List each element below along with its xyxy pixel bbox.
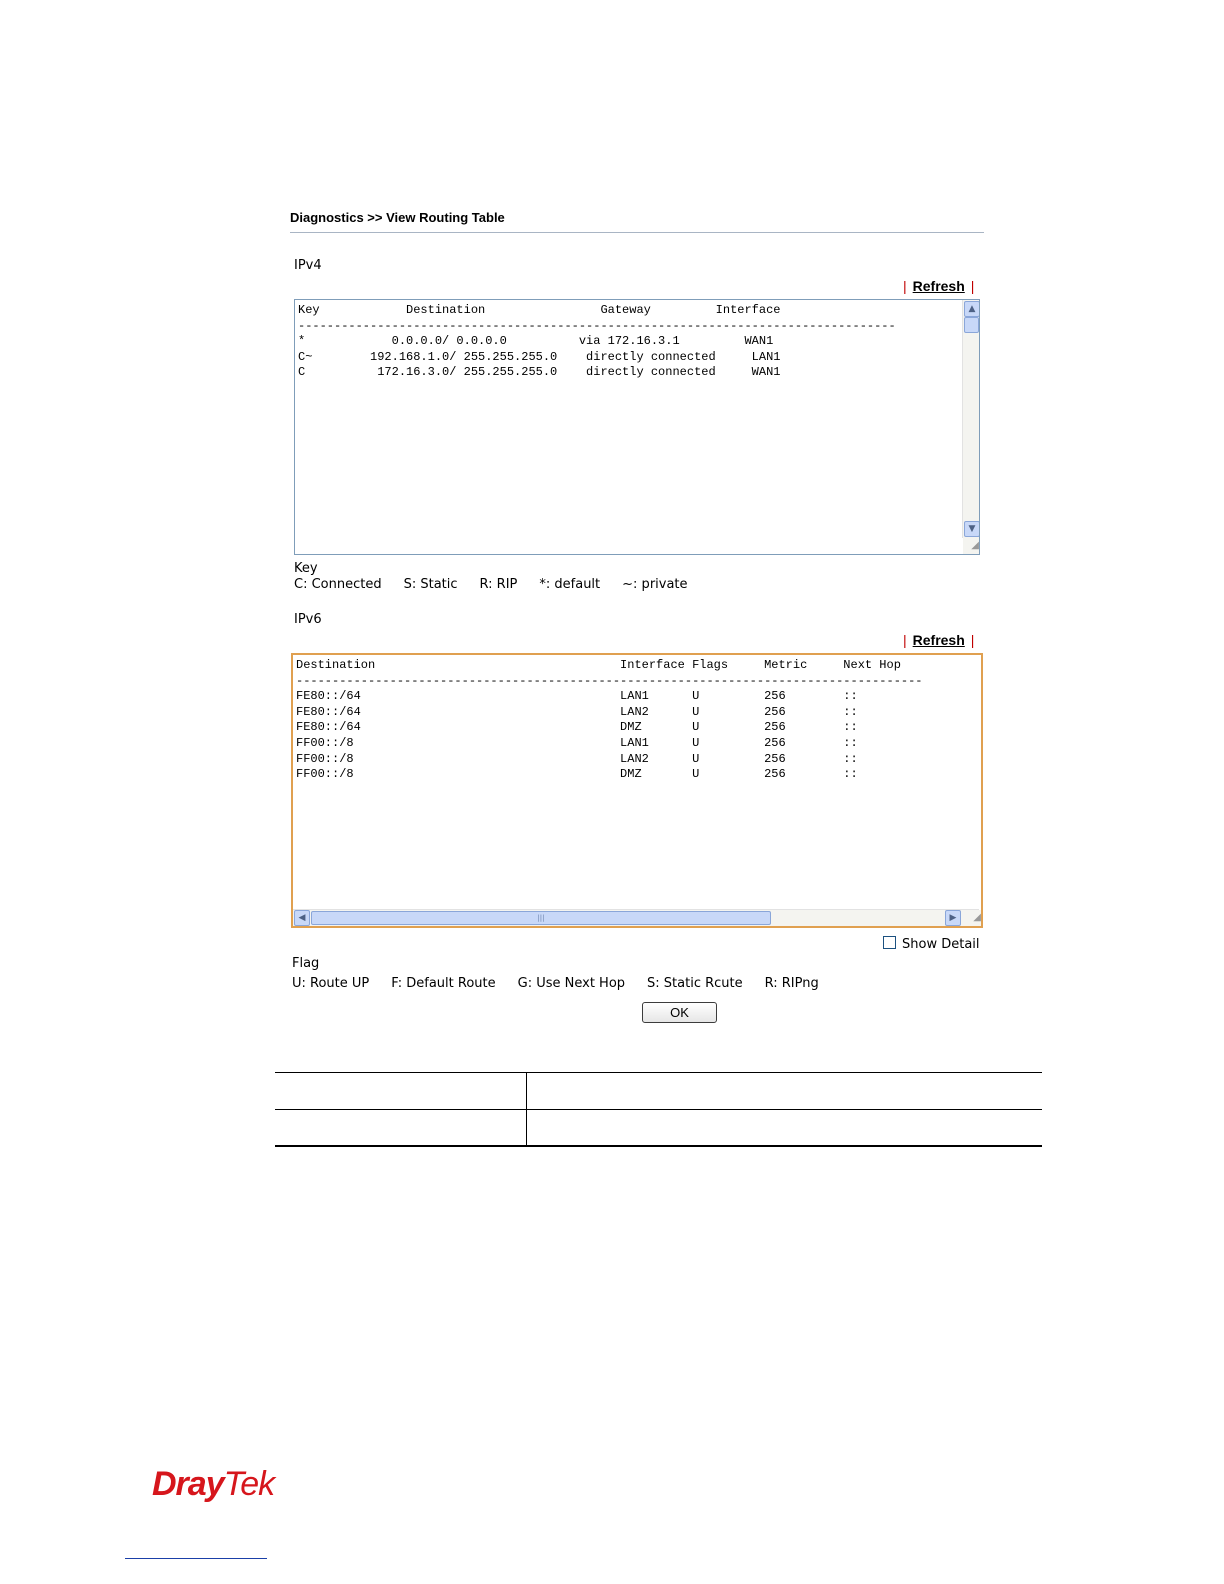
show-detail-option[interactable]	[883, 936, 980, 952]
ipv4-key-legend	[294, 577, 710, 592]
ipv4-refresh-link[interactable]: Refresh	[912, 278, 965, 294]
ipv6-horizontal-scrollbar[interactable]	[293, 909, 979, 926]
ipv4-table-text: Key Destination Gateway Interface ----------------------------------------------------------------------------------- * 0.0.0.0/ 0.0.0.0 via 172.16.3.1 WAN1 C~ 192.168.1.0/ 255.255.255.0 directly connected LAN1 C 172.16.3.0/ 255.255.255.0 directly connected WAN1	[298, 303, 896, 380]
show-detail-checkbox[interactable]	[883, 936, 896, 949]
legend-item: F: Default Route	[391, 976, 496, 991]
scroll-up-icon[interactable]: ▲	[964, 301, 980, 317]
legend-item: G: Use Next Hop	[517, 976, 626, 991]
legend-item: U: Route UP	[292, 976, 370, 991]
ipv6-table-text: Destination Interface Flags Metric Next Hop --------------------------------------------------------------------------------------- FE80::/64 LAN1 U 256 :: FE80::/64 LAN2 U 256 :: FE80::/64 DMZ U 256 :: FF00::/8 LAN1 U 256 :: FF00::/8 LAN2 U 256 :: FF00::/8 DMZ U 256 ::	[296, 658, 923, 782]
ipv6-flag-legend	[292, 976, 841, 991]
legend-item: C: Connected	[294, 577, 382, 592]
scroll-right-icon[interactable]: ▶	[945, 910, 961, 926]
doc-table-top-rule	[275, 1072, 1042, 1073]
ipv4-vertical-scrollbar[interactable]	[962, 300, 979, 538]
scroll-down-icon[interactable]: ▼	[964, 521, 980, 537]
legend-item: R: RIP	[479, 577, 518, 592]
ipv6-refresh-link[interactable]: Refresh	[912, 632, 965, 648]
ipv6-flag-title: Flag	[292, 956, 320, 971]
doc-table-middle-rule	[275, 1109, 1042, 1110]
ipv4-key-title: Key	[294, 561, 318, 576]
footer-divider	[125, 1558, 267, 1559]
legend-item: R: RIPng	[764, 976, 819, 991]
ipv6-scroll-thumb[interactable]: |||	[311, 911, 771, 925]
ipv4-refresh-group: | Refresh |	[903, 278, 975, 294]
logo-tek: Tek	[223, 1465, 275, 1503]
legend-item: *: default	[539, 577, 601, 592]
page-title: Diagnostics >> View Routing Table	[290, 210, 505, 225]
legend-item: ~: private	[622, 577, 688, 592]
ok-button[interactable]: OK	[642, 1002, 717, 1023]
show-detail-label: Show Detail	[902, 937, 980, 952]
scroll-left-icon[interactable]: ◀	[294, 910, 310, 926]
resize-grip-icon[interactable]: ◢	[963, 538, 979, 554]
draytek-logo	[152, 1465, 274, 1504]
doc-table-column-divider	[526, 1072, 527, 1146]
doc-table-bottom-rule	[275, 1145, 1042, 1147]
ipv6-section-label: IPv6	[294, 612, 322, 627]
ipv4-routing-table[interactable]	[294, 299, 980, 555]
ipv6-routing-table[interactable]	[291, 653, 983, 928]
legend-item: S: Static Rcute	[647, 976, 743, 991]
logo-dray: Dray	[152, 1465, 224, 1503]
title-divider	[290, 232, 984, 233]
resize-grip-icon[interactable]: ◢	[965, 910, 981, 926]
ipv4-scroll-thumb[interactable]	[964, 317, 979, 333]
ipv6-refresh-group: | Refresh |	[903, 632, 975, 648]
legend-item: S: Static	[403, 577, 458, 592]
ipv4-section-label: IPv4	[294, 258, 322, 273]
